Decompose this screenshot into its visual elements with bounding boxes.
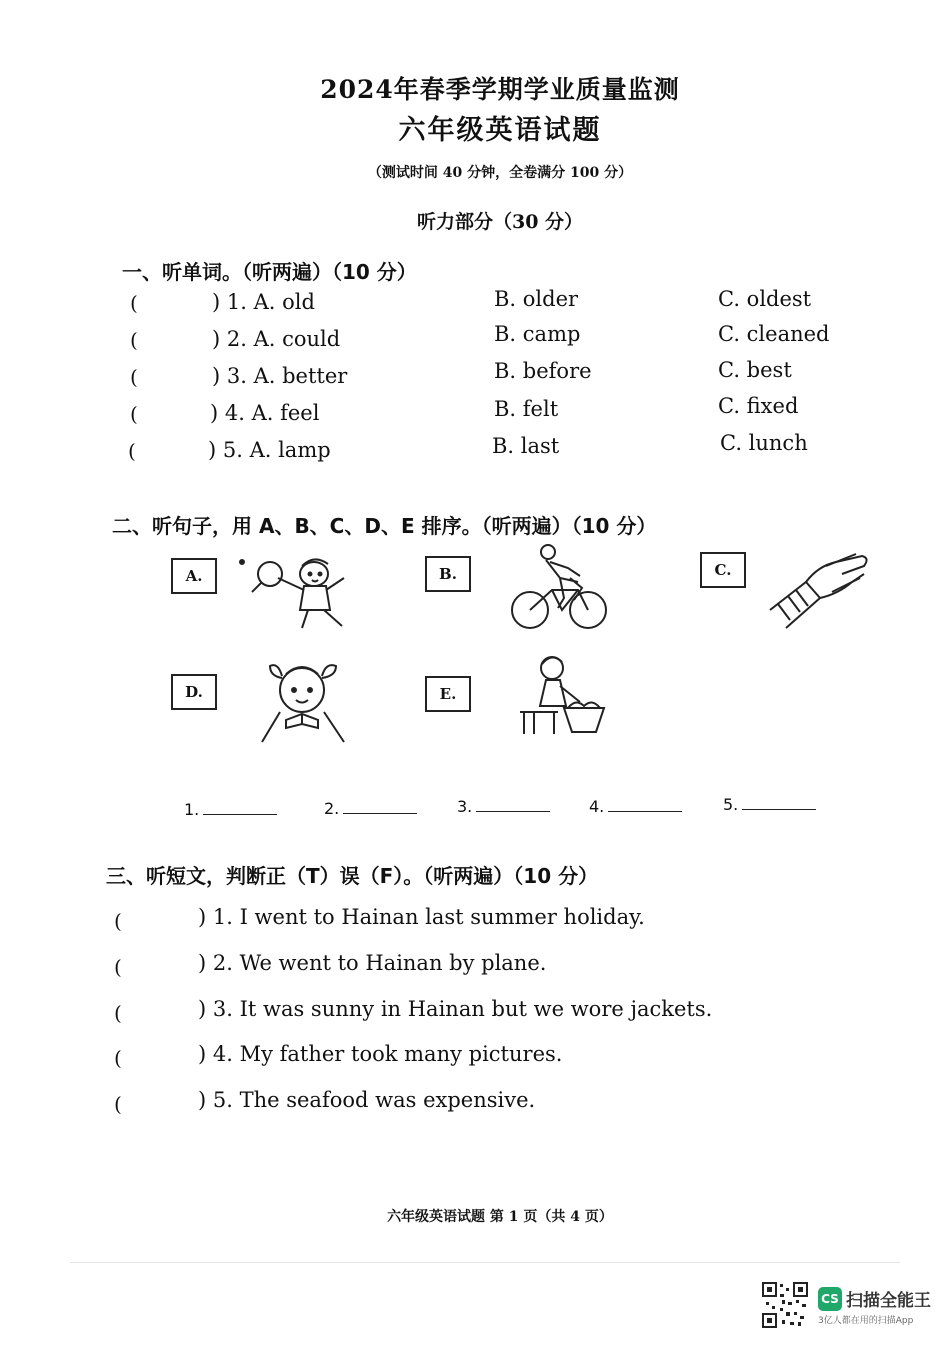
q4-option-c: C. fixed [718, 394, 799, 418]
picture-label-b: B. [425, 556, 471, 592]
answer-paren: ( [114, 1046, 122, 1070]
answer-paren: ( [130, 291, 138, 315]
blank-line [343, 799, 417, 814]
statement-2: ) 2. We went to Hainan by plane. [198, 951, 547, 975]
girl-reading-icon [256, 656, 350, 746]
blank-line [742, 795, 816, 810]
q1-option-c: C. oldest [718, 287, 812, 311]
answer-paren: ( [114, 1092, 122, 1116]
q1-option-a: ) 1. A. old [212, 290, 315, 314]
q3-option-b: B. before [494, 359, 592, 383]
blank-line [476, 797, 550, 812]
girl-washing-clothes-icon [514, 650, 610, 742]
q2-option-c: C. cleaned [718, 322, 830, 346]
order-blank-1[interactable] [184, 800, 277, 819]
badminton-girl-icon [236, 548, 356, 634]
blank-line [203, 800, 277, 815]
scanner-brand-row [818, 1286, 936, 1311]
blank-number: 4. [589, 797, 605, 816]
order-blank-2[interactable] [324, 799, 417, 818]
q4-option-a: ) 4. A. feel [210, 401, 320, 425]
answer-paren: ( [130, 328, 138, 352]
answer-paren: ( [114, 909, 122, 933]
q1-option-b: B. older [494, 287, 579, 311]
scanner-watermark [818, 1286, 936, 1326]
statement-1: ) 1. I went to Hainan last summer holiday. [198, 905, 645, 929]
q3-option-a: ) 3. A. better [212, 364, 348, 388]
order-blank-4[interactable] [589, 797, 682, 816]
answer-paren: ( [128, 439, 136, 463]
q5-option-c: C. lunch [720, 431, 808, 455]
footer-divider [70, 1262, 900, 1263]
section1-heading: 一、听单词。（听两遍）（10 分） [122, 260, 417, 284]
blank-line [608, 797, 682, 812]
page-footer: 六年级英语试题 第 1 页（共 4 页） [387, 1209, 613, 1225]
q2-option-b: B. camp [494, 322, 581, 346]
q5-option-a: ) 5. A. lamp [208, 438, 331, 462]
section2-heading: 二、听句子，用 A、B、C、D、E 排序。（听两遍）（10 分） [112, 514, 657, 538]
blank-number: 2. [324, 799, 340, 818]
camscanner-logo-icon: CS [818, 1287, 842, 1311]
picture-label-c: C. [700, 552, 746, 588]
listening-part-label: 听力部分（30 分） [416, 211, 584, 233]
blank-number: 3. [457, 797, 473, 816]
q5-option-b: B. last [492, 434, 560, 458]
q3-option-c: C. best [718, 358, 792, 382]
exam-title-line1: 2024年春季学期学业质量监测 [320, 75, 680, 104]
bandaged-hand-icon [766, 548, 872, 630]
cyclist-icon [508, 542, 612, 634]
answer-paren: ( [130, 365, 138, 389]
answer-paren: ( [130, 402, 138, 426]
statement-4: ) 4. My father took many pictures. [198, 1042, 563, 1066]
exam-info: （测试时间 40 分钟，全卷满分 100 分） [367, 165, 633, 181]
picture-label-a: A. [171, 558, 217, 594]
answer-paren: ( [114, 955, 122, 979]
exam-title-line2: 六年级英语试题 [398, 115, 602, 146]
scanner-brand-name: 扫描全能王 [846, 1291, 931, 1311]
statement-3: ) 3. It was sunny in Hainan but we wore jackets. [198, 997, 713, 1021]
order-blank-5[interactable] [723, 795, 816, 814]
q2-option-a: ) 2. A. could [212, 327, 341, 351]
q4-option-b: B. felt [494, 397, 559, 421]
scanner-tagline: 3亿人都在用的扫描App [818, 1316, 914, 1326]
answer-paren: ( [114, 1001, 122, 1025]
blank-number: 5. [723, 795, 739, 814]
section3-heading: 三、听短文，判断正（T）误（F）。（听两遍）（10 分） [106, 864, 599, 888]
picture-label-d: D. [171, 674, 217, 710]
blank-number: 1. [184, 800, 200, 819]
qr-code-icon [762, 1282, 808, 1328]
order-blank-3[interactable] [457, 797, 550, 816]
statement-5: ) 5. The seafood was expensive. [198, 1088, 536, 1112]
picture-label-e: E. [425, 676, 471, 712]
